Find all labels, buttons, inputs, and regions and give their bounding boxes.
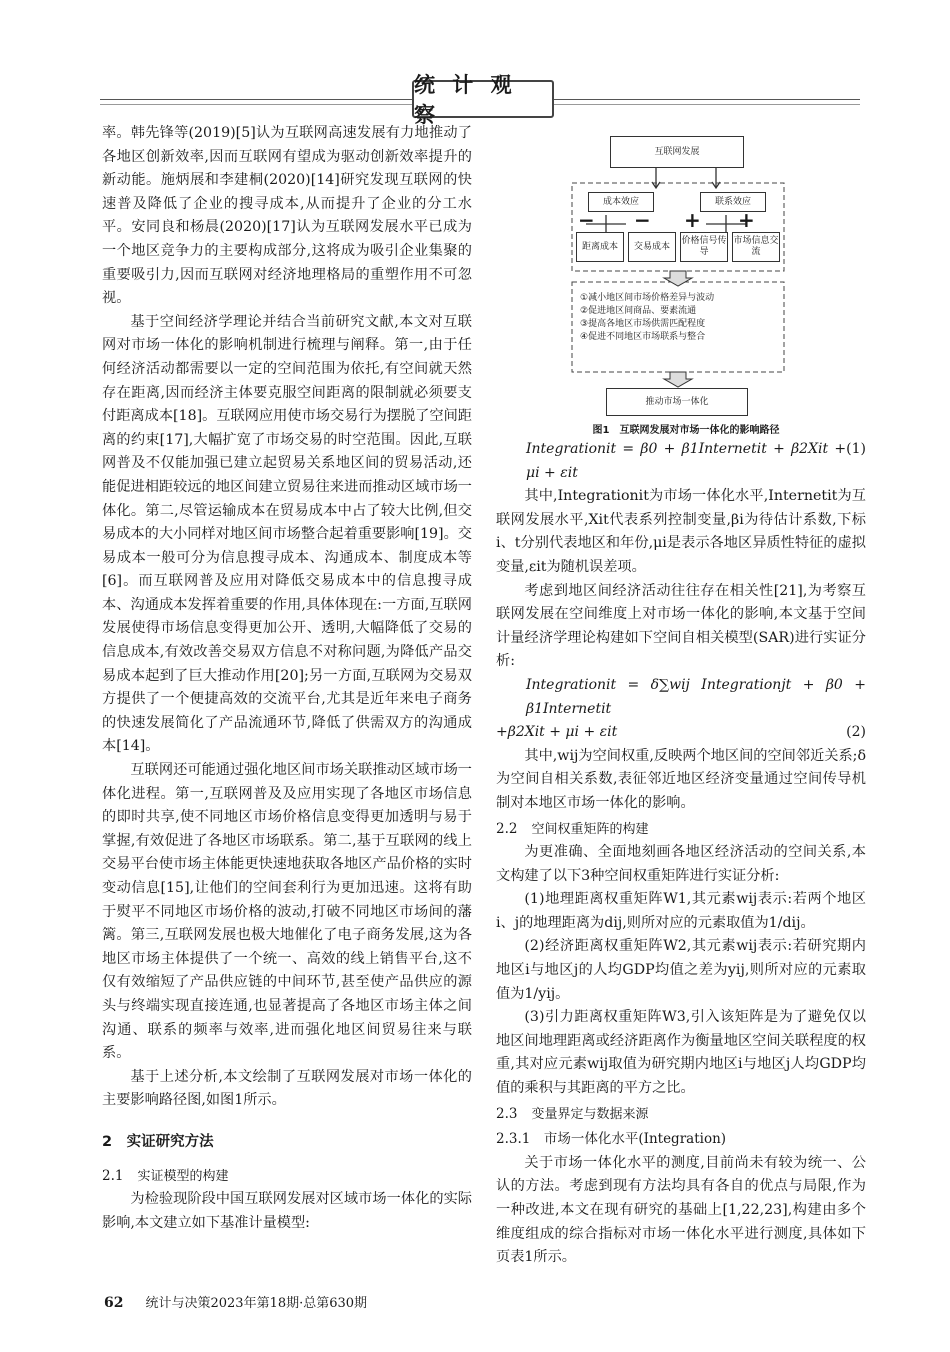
plus-sign: + — [684, 208, 701, 232]
equation-2-body-cont: +β2Xit + μi + εit — [496, 724, 618, 741]
equation-2 — [496, 674, 866, 721]
subsection-title: 空间权重矩阵的构建 — [531, 821, 649, 837]
paragraph: 率。韩先锋等(2019)[5]认为互联网高速发展有力地推动了各地区创新效率,因而互联网有望成为驱动创新效率提升的新动能。施炳展和李建桐(2020)[14]研究发现互联网的快速普及降低了企业的搜寻成本,从而提升了企业的分工水平。安同良和杨晨(2020)[17]认为互联网发展水平已成为一个地区竞争力的主要构成部分,这将成为吸引企业集聚的重要吸引力,因而互联网对经济地理格局的重塑作用不可忽视。 — [102, 125, 472, 307]
paragraph: 考虑到地区间经济活动往往存在相关性[21],为考察互联网发展在空间维度上对市场一体化的影响,本文基于空间计量经济学理论构建如下空间自相关模型(SAR)进行实证分析: — [496, 582, 866, 670]
distance-cost-box: 距离成本 — [576, 232, 624, 262]
figure-arrows — [566, 128, 856, 418]
subsection-number: 2.3 — [496, 1105, 518, 1122]
effect-item: ④促进不同地区市场联系与整合 — [580, 332, 706, 342]
minus-sign: − — [634, 208, 651, 232]
paragraph: 基于空间经济学理论并结合当前研究文献,本文对互联网对市场一体化的影响机制进行梳理与阐释。第一,由于任何经济活动都需要以一定的空间范围为依托,有空间就天然存在距离,因而经济主体要克服空间距离的限制就必须要支付距离成本[18]。互联网应用使市场交易行为摆脱了空间距离的约束[17],大幅扩宽了市场交易的时空范围。因此,互联网普及不仅能加强已建立起贸易关系地区间的贸易活动,还能促进相距较远的地区间建立贸易往来进而推动区域市场一体化。第二,尽管运输成本在贸易成本中占了较大比例,但交易成本的大小同样对地区间市场整合起着重要影响[19]。交易成本一般可分为信息搜寻成本、沟通成本、制度成本等[6]。而互联网普及应用对降低交易成本中的信息搜寻成本、沟通成本发挥着重要的作用,具体体现在:一方面,互联网发展使得市场信息变得更加公开、透明,大幅降低了交易的信息成本,有效改善交易双方信息不对称问题,为降低产品交易成本起到了巨大推动作用[20];另一方面,互联网为交易双方提供了一个便捷高效的交流平台,尤其是近年来电子商务的快速发展简化了产品流通环节,降低了供需双方的沟通成本[14]。 — [102, 313, 472, 755]
section-heading: 2 实证研究方法 — [102, 1133, 214, 1150]
subsection-number: 2.2 — [496, 820, 518, 837]
subsubsection-heading: 2.3.1 市场一体化水平(Integration) — [496, 1131, 727, 1148]
equation-2-body: Integrationit = δ∑wij Integrationjt + β0 + β1Internetit — [526, 676, 866, 717]
left-column — [102, 122, 472, 1235]
trade-cost-box: 交易成本 — [628, 232, 676, 262]
equation-number: (2) — [846, 724, 866, 741]
paragraph: 其中,wij为空间权重,反映两个地区间的空间邻近关系;δ为空间自相关系数,表征邻近地区经济变量通过空间传导机制对本地区市场一体化的影响。 — [496, 747, 866, 811]
figure-caption: 图1 互联网发展对市场一体化的影响路径 — [592, 425, 780, 436]
cost-effect-box: 成本效应 — [588, 192, 654, 212]
paragraph: 基于上述分析,本文绘制了互联网发展对市场一体化的主要影响路径图,如图1所示。 — [102, 1068, 472, 1109]
page-number: 62 — [104, 1295, 124, 1311]
equation-1 — [496, 438, 866, 485]
subsection-title: 实证模型的构建 — [137, 1168, 229, 1184]
minus-sign: − — [578, 208, 595, 232]
section-header-title: 统 计 观 察 — [414, 73, 517, 127]
effects-list — [580, 292, 780, 344]
paragraph: 互联网还可能通过强化地区间市场关联推动区域市场一体化进程。第一,互联网普及及应用实现了各地区市场信息的即时共享,使不同地区市场价格信息变得更加透明与易于掌握,有效促进了各地区市场联系。第二,基于互联网的线上交易平台使市场主体能更快速地获取各地区产品价格的实时变动信息[15],让他们的空间套利行为更加迅速。这将有助于熨平不同地区市场价格的波动,打破不同地区市场间的藩篱。第三,互联网发展也极大地催化了电子商务发展,这为各地区市场主体提供了一个统一、高效的线上销售平台,这不仅有效缩短了产品供应链的中间环节,甚至使产品供应的源头与终端实现直接连通,也显著提高了各地区市场主体之间沟通、联系的频率与效率,进而强化地区间贸易往来与联系。 — [102, 762, 472, 1062]
paragraph: 为检验现阶段中国互联网发展对区域市场一体化的实际影响,本文建立如下基准计量模型: — [102, 1191, 472, 1231]
link-effect-box: 联系效应 — [700, 192, 766, 212]
paragraph: 关于市场一体化水平的测度,目前尚未有较为统一、公认的方法。考虑到现有方法均具有各自的优点与局限,作为一种改进,本文在现有研究的基础上[1,22,23],构建由多个维度组成的综合指标对市场一体化水平进行测度,具体如下页表1所示。 — [496, 1154, 866, 1266]
subsection-heading — [496, 818, 866, 842]
paragraph: 为更准确、全面地刻画各地区经济活动的空间关系,本文构建了以下3种空间权重矩阵进行实证分析: — [496, 844, 866, 884]
right-column — [496, 438, 866, 1270]
internet-development-box: 互联网发展 — [610, 136, 744, 168]
subsection-title: 变量界定与数据来源 — [531, 1106, 649, 1122]
effect-item: ①减小地区间市场价格差异与波动 — [580, 293, 715, 303]
equation-2-cont — [496, 721, 866, 745]
section-header — [412, 73, 554, 127]
price-signal-box: 价格信号传导 — [680, 232, 728, 262]
subsection-number: 2.1 — [102, 1167, 124, 1184]
subsection-heading — [102, 1165, 472, 1189]
paragraph: (3)引力距离权重矩阵W3,引入该矩阵是为了避免仅以地区间地理距离或经济距离作为衡量地区空间关联程度的权重,其对应元素wij取值为研究期内地区i与地区j人均GDP均值的乘积与其距离的平方之比。 — [496, 1009, 866, 1097]
paragraph: 其中,Integrationit为市场一体化水平,Internetit为互联网发展水平,Xit代表系列控制变量,βi为待估计系数,下标i、t分别代表地区和年份,μi是表示各地区异质性特征的虚拟变量,εit为随机误差项。 — [496, 488, 866, 575]
equation-1-body: Integrationit = β0 + β1Internetit + β2Xit + μi + εit — [526, 441, 847, 481]
figure-1 — [566, 128, 856, 418]
paragraph: (2)经济距离权重矩阵W2,其元素wij表示:若研究期内地区i与地区j的人均GDP均值之差为yij,则所对应的元素取值为1/yij。 — [496, 938, 866, 1002]
effect-item: ③提高各地区市场供需匹配程度 — [580, 319, 706, 329]
plus-sign: + — [738, 208, 755, 232]
journal-info: 统计与决策2023年第18期·总第630期 — [145, 1296, 368, 1311]
effect-item: ②促进地区间商品、要素流通 — [580, 306, 697, 316]
page-footer — [104, 1292, 367, 1311]
paragraph: (1)地理距离权重矩阵W1,其元素wij表示:若两个地区i、j的地理距离为dij,则所对应的元素取值为1/dij。 — [496, 891, 866, 931]
subsection-heading — [496, 1103, 866, 1127]
market-info-box: 市场信息交流 — [732, 232, 780, 262]
equation-number: (1) — [846, 441, 866, 457]
market-integration-box: 推动市场一体化 — [606, 388, 748, 416]
